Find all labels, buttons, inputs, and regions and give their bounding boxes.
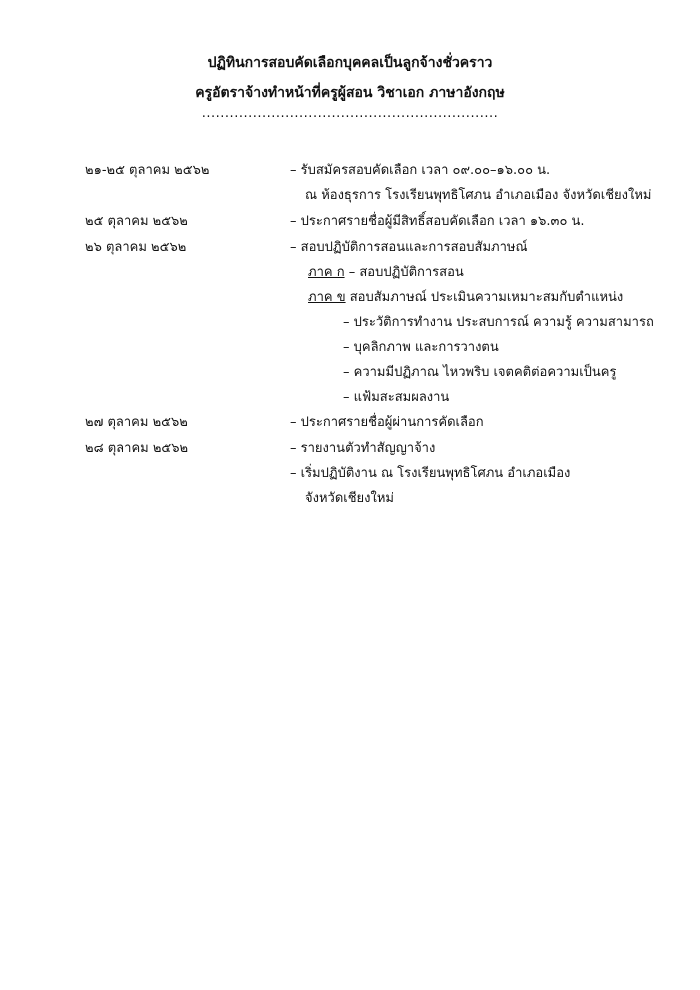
document-title-line2: ครูอัตราจ้างทำหน้าที่ครูผู้สอน วิชาเอก ภาษาอังกฤษ [195,85,505,101]
part-b-label: ภาค ข [308,290,346,305]
schedule-part-b [308,288,623,308]
schedule-item-5-line-1: – รายงานตัวทำสัญญาจ้าง [290,441,436,456]
dotted-separator: ................................................................ [201,106,499,121]
criteria-item-4: – แฟ้มสะสมผลงาน [343,390,450,405]
schedule-item-5-line-3: จังหวัดเชียงใหม่ [305,491,394,506]
part-a-text: – สอบปฏิบัติการสอน [344,265,464,280]
schedule-item-3-line-1: – สอบปฏิบัติการสอนและการสอบสัมภาษณ์ [290,240,528,255]
schedule-date-3: ๒๖ ตุลาคม ๒๕๖๒ [85,240,187,255]
schedule-date-2: ๒๕ ตุลาคม ๒๕๖๒ [85,214,188,229]
schedule-item-1-line-1: – รับสมัครสอบคัดเลือก เวลา ๐๙.๐๐–๑๖.๐๐ น. [290,163,551,178]
part-b-text: สอบสัมภาษณ์ ประเมินความเหมาะสมกับตำแหน่ง [345,290,624,305]
schedule-item-4-line-1: – ประกาศรายชื่อผู้ผ่านการคัดเลือก [290,415,484,430]
schedule-date-1: ๒๑-๒๕ ตุลาคม ๒๕๖๒ [85,163,210,178]
part-a-label: ภาค ก [308,265,345,280]
criteria-item-3: – ความมีปฏิภาณ ไหวพริบ เจตคติต่อความเป็นครู [343,365,617,380]
schedule-part-a [308,263,464,283]
criteria-item-2: – บุคลิกภาพ และการวางตน [343,340,499,355]
schedule-item-5-line-2: – เริ่มปฏิบัติงาน ณ โรงเรียนพุทธิโศภน อำเภอเมือง [290,466,571,481]
schedule-item-2-line-1: – ประกาศรายชื่อผู้มีสิทธิ์สอบคัดเลือก เวลา ๑๖.๓๐ น. [290,214,585,229]
schedule-date-4: ๒๗ ตุลาคม ๒๕๖๒ [85,415,188,430]
schedule-item-1-line-2: ณ ห้องธุรการ โรงเรียนพุทธิโศภน อำเภอเมือง จังหวัดเชียงใหม่ [305,188,652,203]
criteria-item-1: – ประวัติการทำงาน ประสบการณ์ ความรู้ ความสามารถ [343,315,654,330]
schedule-date-5: ๒๘ ตุลาคม ๒๕๖๒ [85,441,189,456]
document-title-line1: ปฏิทินการสอบคัดเลือกบุคคลเป็นลูกจ้างชั่วคราว [207,55,493,71]
